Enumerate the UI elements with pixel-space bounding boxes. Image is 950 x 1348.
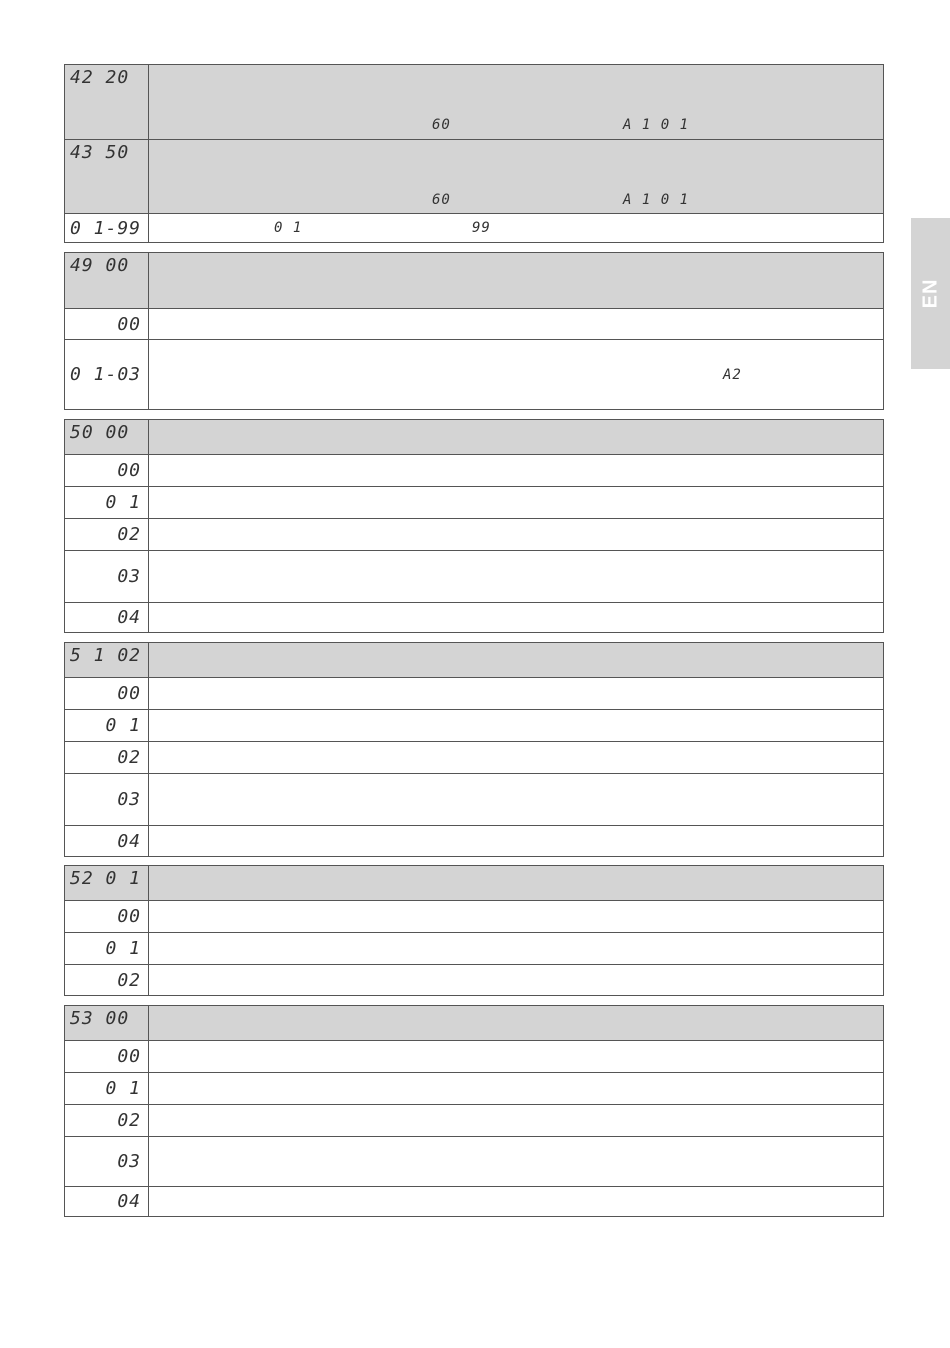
parameter-value: 03 [65, 551, 149, 602]
display-value: 0 1 [274, 220, 303, 236]
parameter-value: 03 [65, 1137, 149, 1186]
parameter-value: 00 [65, 309, 149, 339]
parameter-table-53 [64, 1005, 884, 1217]
parameter-code: 52 0 1 [65, 866, 149, 900]
table-row [65, 932, 883, 964]
table-row [65, 308, 883, 339]
parameter-value: 0 1 [65, 1073, 149, 1104]
parameter-value: 02 [65, 1105, 149, 1136]
parameter-value: 04 [65, 603, 149, 632]
language-tab-label: EN [918, 278, 941, 309]
parameter-code: 49 00 [65, 253, 149, 308]
parameter-code: 43 50 [65, 140, 149, 213]
parameter-table-42-43 [64, 64, 884, 243]
parameter-table-52 [64, 865, 884, 996]
parameter-table-51 [64, 642, 884, 857]
parameter-value: 00 [65, 901, 149, 932]
parameter-value: 0 1-03 [65, 340, 149, 409]
parameter-description [149, 214, 883, 242]
parameter-value: 03 [65, 774, 149, 825]
parameter-value: 0 1-99 [65, 214, 149, 242]
parameter-description [149, 140, 883, 213]
table-row [65, 900, 883, 932]
table-row [65, 1136, 883, 1186]
parameter-value: 00 [65, 678, 149, 709]
parameter-value: 02 [65, 519, 149, 550]
parameter-description [149, 643, 883, 677]
table-row [65, 486, 883, 518]
parameter-description [149, 253, 883, 308]
table-row [65, 1040, 883, 1072]
display-value: A 1 0 1 [623, 117, 690, 133]
parameter-code: 5 1 02 [65, 643, 149, 677]
parameter-description [149, 309, 883, 339]
table-row [65, 677, 883, 709]
parameter-description [149, 1006, 883, 1040]
parameter-value: 0 1 [65, 487, 149, 518]
parameter-value: 02 [65, 965, 149, 995]
parameter-value: 04 [65, 1187, 149, 1216]
table-row [65, 213, 883, 242]
parameter-value: 00 [65, 1041, 149, 1072]
parameter-description [149, 866, 883, 900]
parameter-value: 04 [65, 826, 149, 856]
table-row [65, 550, 883, 602]
table-row [65, 139, 883, 213]
parameter-code: 42 20 [65, 65, 149, 139]
table-row [65, 773, 883, 825]
language-tab [911, 218, 950, 369]
table-header-row [65, 420, 883, 454]
table-row [65, 602, 883, 632]
parameter-description [149, 65, 883, 139]
display-value: 99 [472, 220, 491, 236]
parameter-table-49 [64, 252, 884, 410]
table-header-row [65, 866, 883, 900]
table-header-row [65, 253, 883, 308]
table-row [65, 339, 883, 409]
table-row [65, 1104, 883, 1136]
display-value: 60 [432, 117, 451, 133]
table-row [65, 518, 883, 550]
table-row [65, 1186, 883, 1216]
parameter-description [149, 420, 883, 454]
parameter-value: 02 [65, 742, 149, 773]
parameter-value: 0 1 [65, 710, 149, 741]
table-row [65, 964, 883, 995]
table-row [65, 454, 883, 486]
parameter-value: 0 1 [65, 933, 149, 964]
parameter-description [149, 340, 883, 409]
parameter-value: 00 [65, 455, 149, 486]
display-value: 60 [432, 192, 451, 208]
table-header-row [65, 1006, 883, 1040]
display-value: A 1 0 1 [623, 192, 690, 208]
table-row [65, 1072, 883, 1104]
table-row [65, 825, 883, 856]
parameter-code: 53 00 [65, 1006, 149, 1040]
table-row [65, 741, 883, 773]
table-row [65, 65, 883, 139]
table-row [65, 709, 883, 741]
display-value: A2 [723, 367, 742, 383]
parameter-table-50 [64, 419, 884, 633]
table-header-row [65, 643, 883, 677]
parameter-code: 50 00 [65, 420, 149, 454]
